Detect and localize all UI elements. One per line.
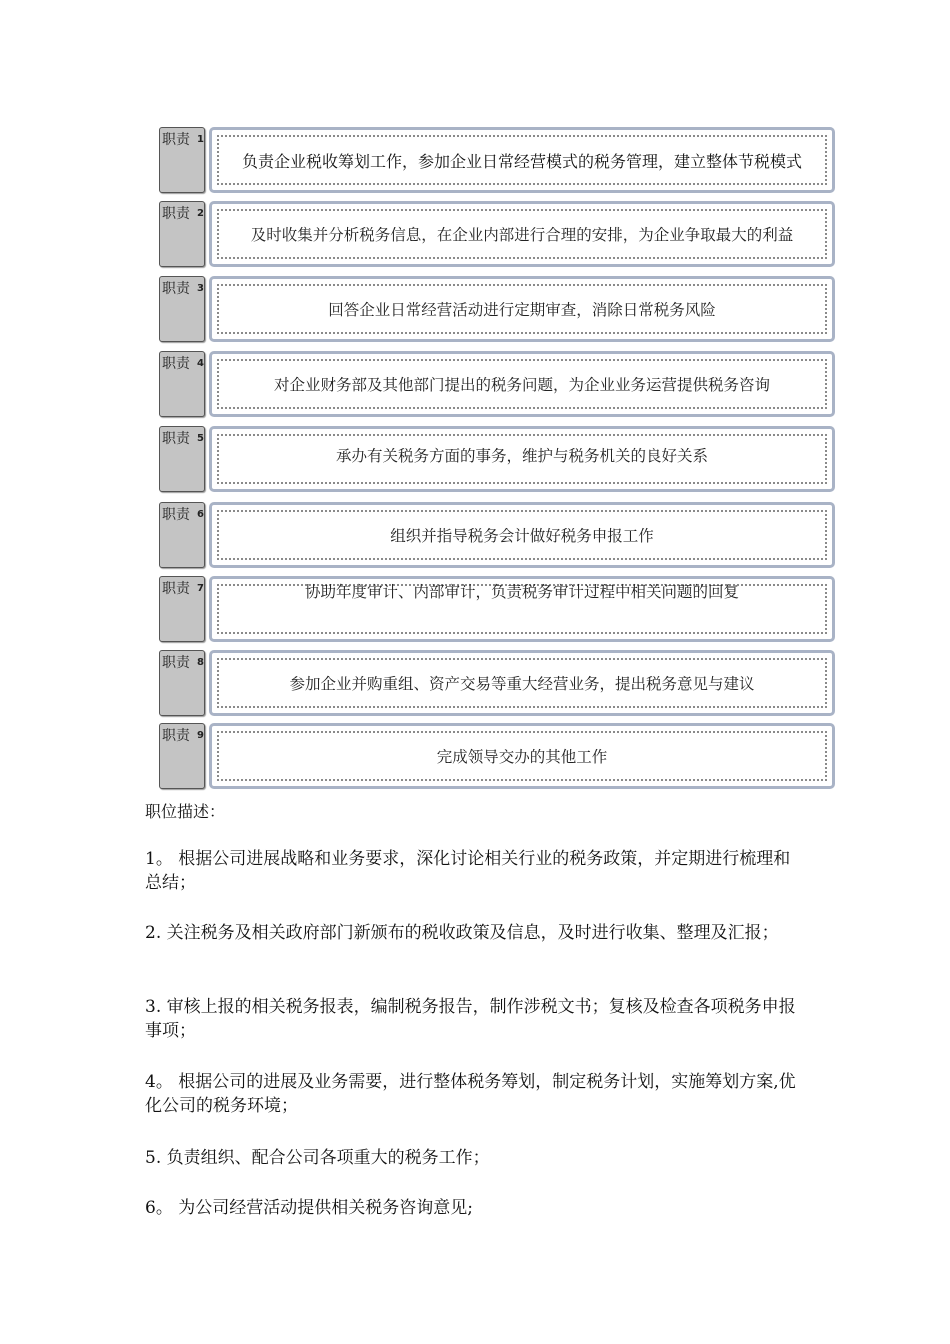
duty-tag-number: 9 — [197, 730, 204, 741]
duty-tag-label: 职责 — [162, 281, 190, 297]
duty-box — [209, 127, 835, 193]
duty-tag-number: 7 — [197, 583, 204, 594]
duty-tag-number: 6 — [197, 509, 204, 520]
duty-tag — [159, 650, 205, 716]
duty-tag-label: 职责 — [162, 581, 190, 597]
duty-text: 协助年度审计、内部审计，负责税务审计过程中相关问题的回复 — [304, 583, 739, 601]
duty-tag-number: 2 — [197, 208, 204, 219]
duty-tag-label: 职责 — [162, 728, 190, 744]
duty-box — [209, 576, 835, 642]
duty-text: 参加企业并购重组、资产交易等重大经营业务，提出税务意见与建议 — [289, 675, 755, 693]
duty-box — [209, 723, 835, 789]
duty-row — [159, 650, 833, 716]
duty-tag-label: 职责 — [162, 507, 190, 523]
description-item: 1。 根据公司进展战略和业务要求，深化讨论相关行业的税务政策，并定期进行梳理和总结； — [145, 849, 791, 893]
duty-tag-label: 职责 — [162, 431, 190, 447]
duty-tag — [159, 502, 205, 568]
duty-text: 回答企业日常经营活动进行定期审查，消除日常税务风险 — [328, 301, 716, 319]
duty-row — [159, 426, 833, 492]
description-item: 3. 审核上报的相关税务报表，编制税务报告，制作涉税文书；复核及检查各项税务申报事项； — [145, 997, 796, 1041]
duty-box — [209, 276, 835, 342]
duty-tag-number: 1 — [197, 134, 204, 145]
duty-tag — [159, 127, 205, 193]
duty-text: 组织并指导税务会计做好税务申报工作 — [390, 527, 654, 545]
duty-row — [159, 351, 833, 417]
description-item: 2. 关注税务及相关政府部门新颁布的税收政策及信息，及时进行收集、整理及汇报； — [145, 923, 779, 943]
duty-row — [159, 502, 833, 568]
description-item: 4。 根据公司的进展及业务需要，进行整体税务筹划，制定税务计划，实施筹划方案,优化公司的税务环境； — [145, 1072, 796, 1116]
duty-tag-label: 职责 — [162, 655, 190, 671]
duty-tag-label: 职责 — [162, 206, 190, 222]
duty-tag — [159, 426, 205, 492]
duty-row — [159, 201, 833, 267]
duty-box — [209, 650, 835, 716]
duty-tag-number: 5 — [197, 433, 204, 444]
duty-text: 承办有关税务方面的事务，维护与税务机关的良好关系 — [335, 447, 708, 465]
duty-tag — [159, 576, 205, 642]
description-item: 6。 为公司经营活动提供相关税务咨询意见; — [145, 1198, 473, 1218]
duty-row — [159, 276, 833, 342]
duty-box — [209, 201, 835, 267]
duty-tag — [159, 351, 205, 417]
duty-tag-label: 职责 — [162, 132, 190, 148]
duty-row — [159, 723, 833, 789]
duty-row — [159, 576, 833, 642]
duty-box — [209, 351, 835, 417]
duty-tag-number: 8 — [197, 657, 204, 668]
description-item: 5. 负责组织、配合公司各项重大的税务工作； — [145, 1148, 490, 1168]
duty-text: 及时收集并分析税务信息，在企业内部进行合理的安排，为企业争取最大的利益 — [250, 226, 794, 244]
duty-tag-label: 职责 — [162, 356, 190, 372]
duty-tag — [159, 723, 205, 789]
duty-tag-number: 4 — [197, 358, 204, 369]
duty-box — [209, 502, 835, 568]
duty-tag — [159, 276, 205, 342]
duty-text: 负责企业税收筹划工作，参加企业日常经营模式的税务管理，建立整体节税模式 — [241, 151, 802, 171]
duty-tag-number: 3 — [197, 283, 204, 294]
duty-text: 对企业财务部及其他部门提出的税务问题，为企业业务运营提供税务咨询 — [273, 376, 770, 394]
description-title: 职位描述： — [145, 802, 226, 821]
duty-tag — [159, 201, 205, 267]
duty-box — [209, 426, 835, 492]
duty-text: 完成领导交办的其他工作 — [436, 748, 608, 766]
duty-row — [159, 127, 833, 193]
